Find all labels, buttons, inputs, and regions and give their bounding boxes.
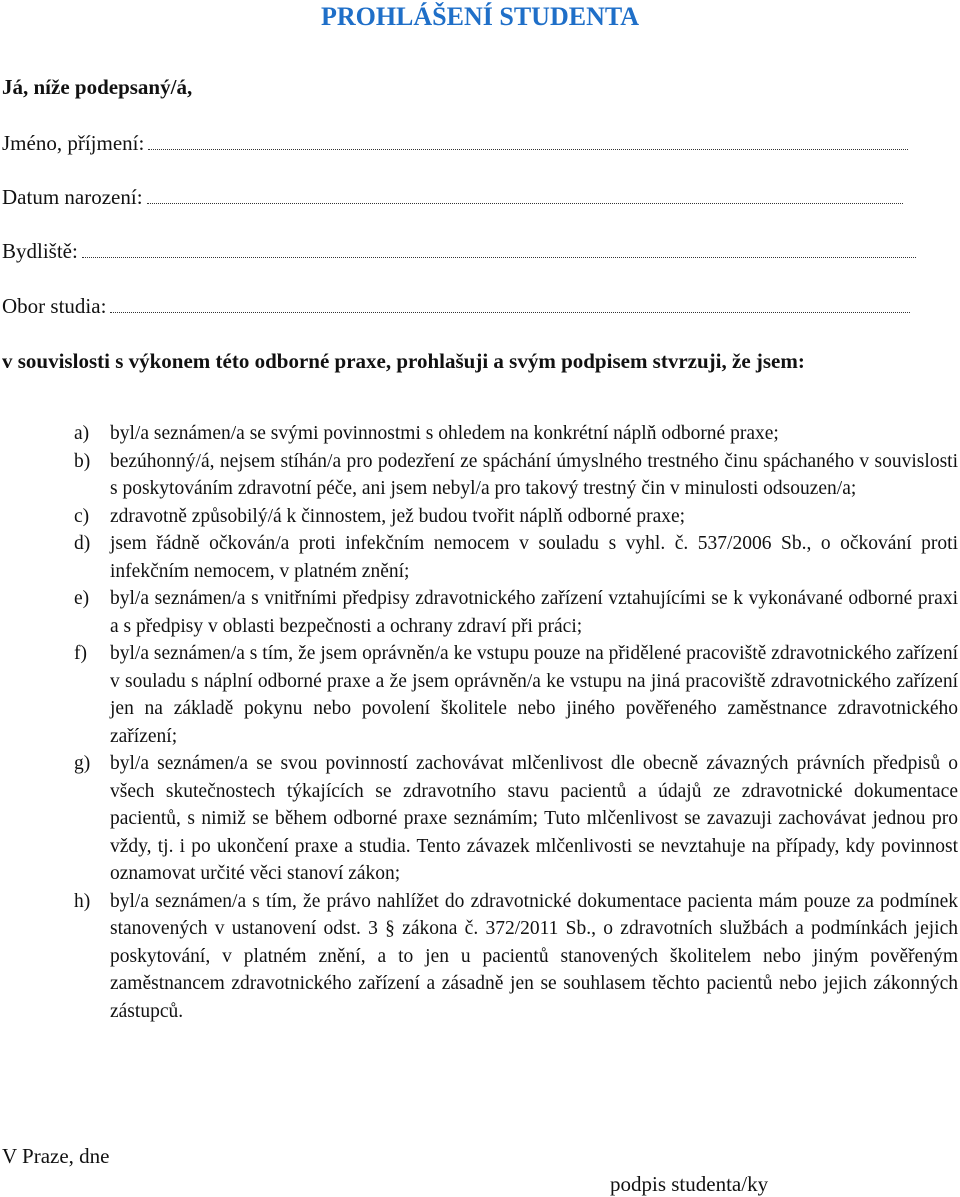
declaration-item-b [74, 448, 958, 503]
item-text: zdravotně způsobilý/á k činnostem, jež budou tvořit náplň odborné praxe; [110, 505, 686, 527]
name-field [2, 130, 908, 156]
signature-label: podpis studenta/ky [610, 1172, 769, 1196]
residence-dotted-line [82, 251, 916, 258]
item-letter: h) [74, 890, 91, 912]
declaration-item-h [74, 888, 958, 1026]
item-text: byl/a seznámen/a s tím, že právo nahlížet do zdravotnické dokumentace pacienta mám pouze za podmínek stanovených v ustanovení odst. 3 § zákona č. 372/2011 Sb., o zdravotních službách a podmínkách jejich poskytování, v platném znění, a to jen u pacientů stanovených školitelem nebo jiným pověřeným zaměstnancem zdravotnického zařízení a zásadně jen se souhlasem těchto pacientů nebo jejich zákonných zástupců. [110, 890, 958, 1022]
declaration-item-f [74, 640, 958, 750]
item-letter: c) [74, 505, 90, 527]
study-dotted-line [110, 306, 910, 313]
item-text: byl/a seznámen/a se svou povinností zachovávat mlčenlivost dle obecně závazných právních předpisů o všech skutečnostech týkajících se zdravotního stavu pacientů a údajů ze zdravotnické dokumentace pacientů, s nimiž se během odborné praxe seznámím; Tuto mlčenlivost se zavazuji zachovávat jednou pro vždy, tj. i po ukončení praxe a studia. Tento závazek mlčenlivosti se nevztahuje na případy, kdy povinnost oznamovat určité věci stanoví zákon; [110, 753, 958, 884]
declaration-intro: v souvislosti s výkonem této odborné praxe, prohlašuji a svým podpisem stvrzuji, že jsem: [2, 349, 805, 373]
name-label: Jméno, příjmení: [2, 131, 145, 155]
item-letter: a) [74, 423, 90, 444]
birth-date-dotted-line [147, 197, 903, 204]
birth-date-label: Datum narození: [2, 185, 143, 209]
name-dotted-line [148, 143, 908, 150]
declaration-item-c [74, 503, 958, 531]
study-field [2, 293, 910, 319]
residence-label: Bydliště: [2, 239, 78, 263]
declaration-item-e [74, 585, 958, 640]
declaration-list [74, 420, 958, 1025]
item-letter: b) [74, 450, 91, 472]
declaration-item-d [74, 530, 958, 585]
item-letter: f) [74, 643, 87, 664]
study-label: Obor studia: [2, 294, 107, 318]
item-text: byl/a seznámen/a s tím, že jsem oprávněn/a ke vstupu pouze na přidělené pracoviště zdravotnického zařízení v souladu s náplní odborné praxe a že jsem oprávněn/a ke vstupu na jiná pracoviště zdravotnického zařízení jen na základě pokynu nebo povolení školitele nebo jiného pověřeného zaměstnance zdravotnického zařízení; [110, 643, 958, 747]
item-text: jsem řádně očkován/a proti infekčním nemocem v souladu s vyhl. č. 537/2006 Sb., o očkování proti infekčním nemocem, v platném znění; [110, 533, 958, 582]
item-text: bezúhonný/á, nejsem stíhán/a pro podezření ze spáchání úmyslného trestného činu spáchaného v souvislosti s poskytováním zdravotní péče, ani jsem nebyl/a pro takový trestný čin v minulosti odsouzen/a; [110, 450, 958, 499]
item-text: byl/a seznámen/a s vnitřními předpisy zdravotnického zařízení vztahujícími se k vykonávané odborné praxi a s předpisy v oblasti bezpečnosti a ochrany zdraví při práci; [110, 588, 958, 637]
place-date-line: V Praze, dne [2, 1144, 110, 1168]
intro-text: Já, níže podepsaný/á, [2, 75, 193, 99]
declaration-item-a [74, 420, 958, 448]
residence-field [2, 238, 916, 264]
birth-date-field [2, 184, 903, 210]
item-text: byl/a seznámen/a se svými povinnostmi s ohledem na konkrétní náplň odborné praxe; [110, 423, 779, 444]
declaration-item-g [74, 750, 958, 888]
item-letter: e) [74, 588, 90, 609]
item-letter: d) [74, 533, 91, 554]
page-title: PROHLÁŠENÍ STUDENTA [320, 2, 640, 31]
item-letter: g) [74, 753, 91, 774]
